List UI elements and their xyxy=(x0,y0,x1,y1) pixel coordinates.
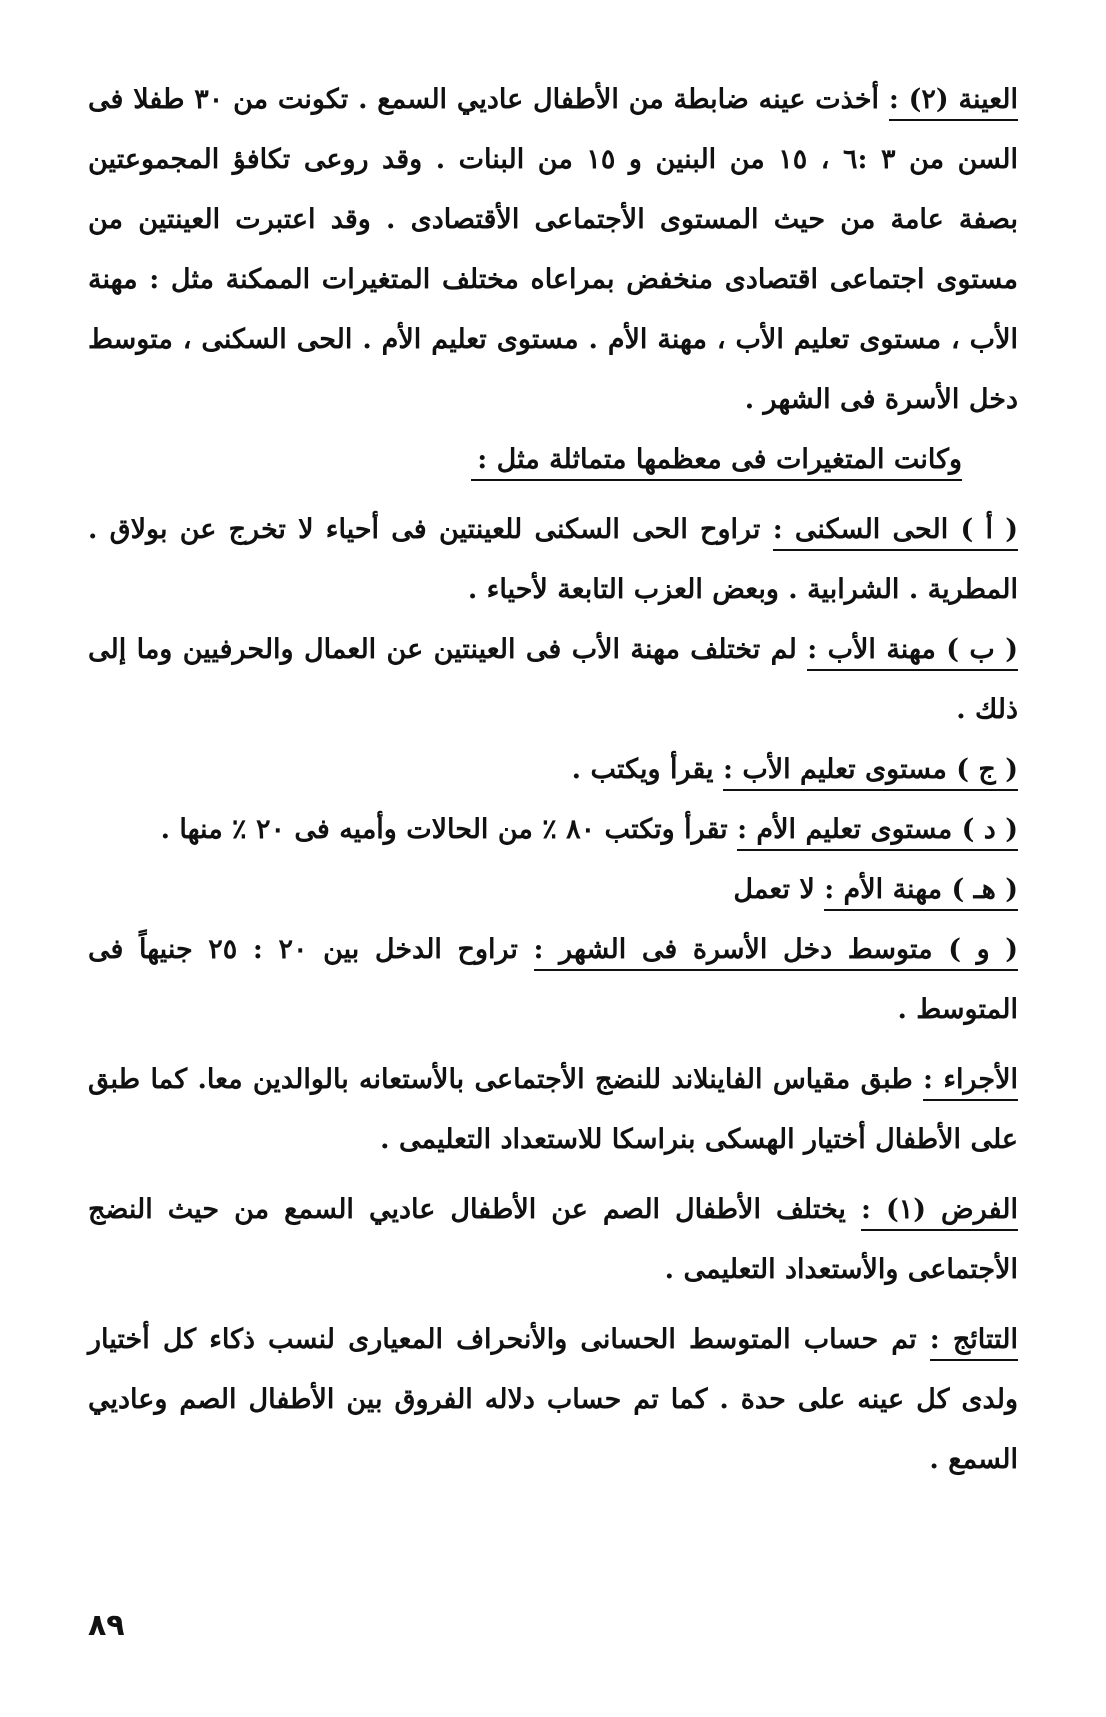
variable-item-c xyxy=(88,740,1018,800)
page-number: ٨٩ xyxy=(88,1608,125,1643)
variables-intro-line xyxy=(88,430,1018,490)
variables-intro: وكانت المتغيرات فى معظمها متماثلة مثل : xyxy=(471,444,962,481)
variable-item-a xyxy=(88,500,1018,620)
variable-heading-b: ( ب ) مهنة الأب : xyxy=(807,634,1018,671)
hypothesis-text: يختلف الأطفال الصم عن الأطفال عاديي السمع من حيث النضج الأجتماعى والأستعداد التعليمى . xyxy=(88,1194,1018,1285)
variable-heading-d: ( د ) مستوى تعليم الأم : xyxy=(737,814,1018,851)
results-heading: التتائج : xyxy=(930,1324,1018,1361)
document-page xyxy=(88,70,1018,1490)
results-paragraph xyxy=(88,1310,1018,1490)
results-text: تم حساب المتوسط الحسانى والأنحراف المعيارى لنسب ذكاء كل أختيار ولدى كل عينه على حدة . كما تم حساب دلاله الفروق بين الأطفال الصم وعاديي السمع . xyxy=(88,1324,1018,1475)
variable-text-d: تقرأ وتكتب ٨٠ ٪ من الحالات وأميه فى ٢٠ ٪ منها . xyxy=(160,814,728,845)
variable-item-e xyxy=(88,860,1018,920)
variable-item-d xyxy=(88,800,1018,860)
variable-heading-a: ( أ ) الحى السكنى : xyxy=(773,514,1018,551)
hypothesis-paragraph xyxy=(88,1180,1018,1300)
variable-text-f: تراوح الدخل بين ٢٠ : ٢٥ جنيهاً فى المتوسط . xyxy=(88,934,1018,1025)
procedure-heading: الأجراء : xyxy=(923,1064,1018,1101)
variable-text-c: يقرأ ويكتب . xyxy=(571,754,714,785)
variable-heading-f: ( و ) متوسط دخل الأسرة فى الشهر : xyxy=(534,934,1018,971)
variable-text-e: لا تعمل xyxy=(733,874,815,905)
procedure-text: طبق مقياس الفاينلاند للنضج الأجتماعى بالأستعانه بالوالدين معا. كما طبق على الأطفال أختيار الهسكى بنراسكا للاستعداد التعليمى . xyxy=(88,1064,1018,1155)
hypothesis-heading: الفرض (١) : xyxy=(861,1194,1018,1231)
variable-heading-e: ( هـ ) مهنة الأم : xyxy=(824,874,1018,911)
variable-heading-c: ( ج ) مستوى تعليم الأب : xyxy=(723,754,1018,791)
variable-text-a: تراوح الحى السكنى للعينتين فى أحياء لا تخرج عن بولاق . المطرية . الشرابية . وبعض العزب التابعة لأحياء . xyxy=(88,514,1018,605)
variable-item-b xyxy=(88,620,1018,740)
sample-heading: العينة (٢) : xyxy=(889,84,1018,121)
procedure-paragraph xyxy=(88,1050,1018,1170)
sample-paragraph xyxy=(88,70,1018,430)
variable-text-b: لم تختلف مهنة الأب فى العينتين عن العمال والحرفيين وما إلى ذلك . xyxy=(88,634,1018,725)
variable-item-f xyxy=(88,920,1018,1040)
sample-text: أخذت عينه ضابطة من الأطفال عاديي السمع . تكونت من ٣٠ طفلا فى السن من ٣ :٦ ، ١٥ من البنين و ١٥ من البنات . وقد روعى تكافؤ المجموعتين بصفة عامة من حيث المستوى الأجتماعى الأقتصادى . وقد اعتبرت العينتين من مستوى اجتماعى اقتصادى منخفض بمراعاه مختلف المتغيرات الممكنة مثل : مهنة الأب ، مستوى تعليم الأب ، مهنة الأم . مستوى تعليم الأم . الحى السكنى ، متوسط دخل الأسرة فى الشهر . xyxy=(88,84,1018,415)
